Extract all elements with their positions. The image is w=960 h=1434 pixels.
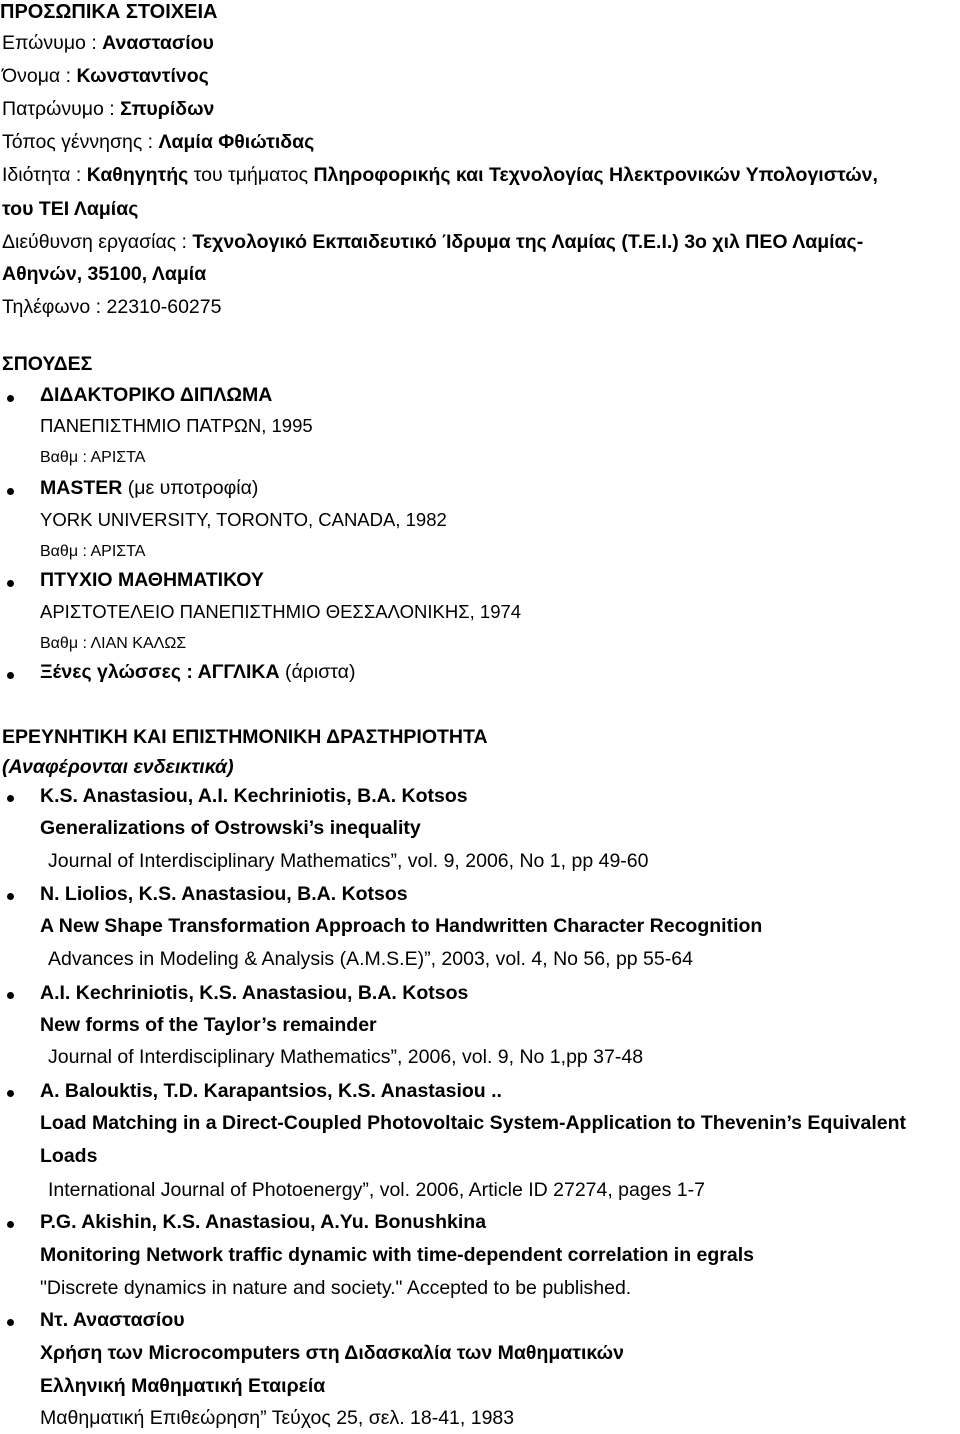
study-institution: YORK UNIVERSITY, TORONTO, CANADA, 1982 [40,509,447,530]
bullet-icon [7,795,14,802]
address-row-2: Αθηνών, 35100, Λαμία [2,263,207,285]
pub-venue: "Discrete dynamics in nature and society." Accepted to be published. [40,1277,632,1299]
research-heading: ΕΡΕΥΝΗΤΙΚΗ ΚΑΙ ΕΠΙΣΤΗΜΟΝΙΚΗ ΔΡΑΣΤΗΡΙΟΤΗΤΑ [2,726,488,748]
pub-authors: Ντ. Αναστασίου [40,1309,185,1331]
position-row-2: του ΤΕΙ Λαμίας [2,198,139,220]
study-title: ΔΙΔΑΚΤΟΡΙΚΟ ΔΙΠΛΩΜΑ [40,384,273,406]
research-subheading: (Αναφέρονται ενδεικτικά) [2,756,234,778]
pub-title: A New Shape Transformation Approach to Handwritten Character Recognition [40,915,763,937]
bullet-icon [7,488,14,495]
pub-title-cont: Ελληνική Μαθηματική Εταιρεία [40,1375,326,1397]
pub-title: New forms of the Taylor’s remainder [40,1014,377,1036]
bullet-icon [7,395,14,402]
position-row: Ιδιότητα : Καθηγητής του τμήματος Πληροφορικής και Τεχνολογίας Ηλεκτρονικών Υπολογιστών, [2,164,878,186]
pub-title: Load Matching in a Direct-Coupled Photovoltaic System-Application to Thevenin’s Equivalent [40,1112,907,1134]
bullet-icon [7,580,14,587]
study-grade: Βαθμ : ΑΡΙΣΤΑ [40,449,146,466]
pub-authors: K.S. Anastasiou, A.I. Kechriniotis, B.A. Kotsos [40,785,468,807]
pub-venue: Μαθηματική Επιθεώρηση” Τεύχος 25, σελ. 18-41, 1983 [40,1407,515,1429]
study-institution: ΠΑΝΕΠΙΣΤΗΜΙΟ ΠΑΤΡΩΝ, 1995 [40,415,313,436]
personal-heading: ΠΡΟΣΩΠΙΚΑ ΣΤΟΙΧΕΙΑ [0,1,218,23]
pub-title: Monitoring Network traffic dynamic with time-dependent correlation in egrals [40,1244,755,1266]
pub-authors: P.G. Akishin, K.S. Anastasiou, A.Yu. Bonushkina [40,1211,487,1233]
bullet-icon [7,1090,14,1097]
name-row: Όνομα : Κωνσταντίνος [2,65,209,87]
pub-authors: N. Liolios, K.S. Anastasiou, B.A. Kotsos [40,883,408,905]
pub-venue: International Journal of Photoenergy”, vol. 2006, Article ID 27274, pages 1-7 [48,1179,705,1201]
bullet-icon [7,893,14,900]
bullet-icon [7,1319,14,1326]
pub-authors: A. Balouktis, T.D. Karapantsios, K.S. Anastasiou .. [40,1080,502,1102]
bullet-icon [7,1221,14,1228]
study-grade: Βαθμ : ΛΙΑΝ ΚΑΛΩΣ [40,635,187,652]
studies-heading: ΣΠΟΥΔΕΣ [2,353,93,375]
bullet-icon [7,992,14,999]
pub-venue: Journal of Interdisciplinary Mathematics”, vol. 9, 2006, No 1, pp 49-60 [48,850,649,872]
pub-title: Generalizations of Ostrowski’s inequality [40,817,421,839]
pub-authors: A.I. Kechriniotis, K.S. Anastasiou, B.A. Kotsos [40,982,469,1004]
phone-row: Τηλέφωνο : 22310-60275 [2,296,222,318]
surname-row: Επώνυμο : Αναστασίου [2,32,214,54]
address-row: Διεύθυνση εργασίας : Τεχνολογικό Εκπαιδευτικό Ίδρυμα της Λαμίας (Τ.Ε.Ι.) 3ο χιλ ΠΕΟ Λαμίας- [2,231,864,253]
father-row: Πατρώνυμο : Σπυρίδων [2,98,215,120]
pub-title-cont: Loads [40,1145,98,1167]
study-title: ΠΤΥΧΙΟ ΜΑΘΗΜΑΤΙΚΟΥ [40,569,264,591]
study-institution: ΑΡΙΣΤΟΤΕΛΕΙΟ ΠΑΝΕΠΙΣΤΗΜΙΟ ΘΕΣΣΑΛΟΝΙΚΗΣ, 1974 [40,601,522,622]
study-grade: Βαθμ : ΑΡΙΣΤΑ [40,543,146,560]
bullet-icon [7,672,14,679]
birthplace-row: Τόπος γέννησης : Λαμία Φθιώτιδας [2,131,315,153]
pub-venue: Advances in Modeling & Analysis (A.M.S.E)”, 2003, vol. 4, No 56, pp 55-64 [48,948,693,970]
study-title: MASTER (με υποτροφία) [40,477,259,499]
pub-venue: Journal of Interdisciplinary Mathematics”, 2006, vol. 9, No 1,pp 37-48 [48,1046,644,1068]
languages-row: Ξένες γλώσσες : ΑΓΓΛΙΚΑ (άριστα) [40,661,356,683]
pub-title: Χρήση των Microcomputers στη Διδασκαλία των Μαθηματικών [40,1342,624,1364]
